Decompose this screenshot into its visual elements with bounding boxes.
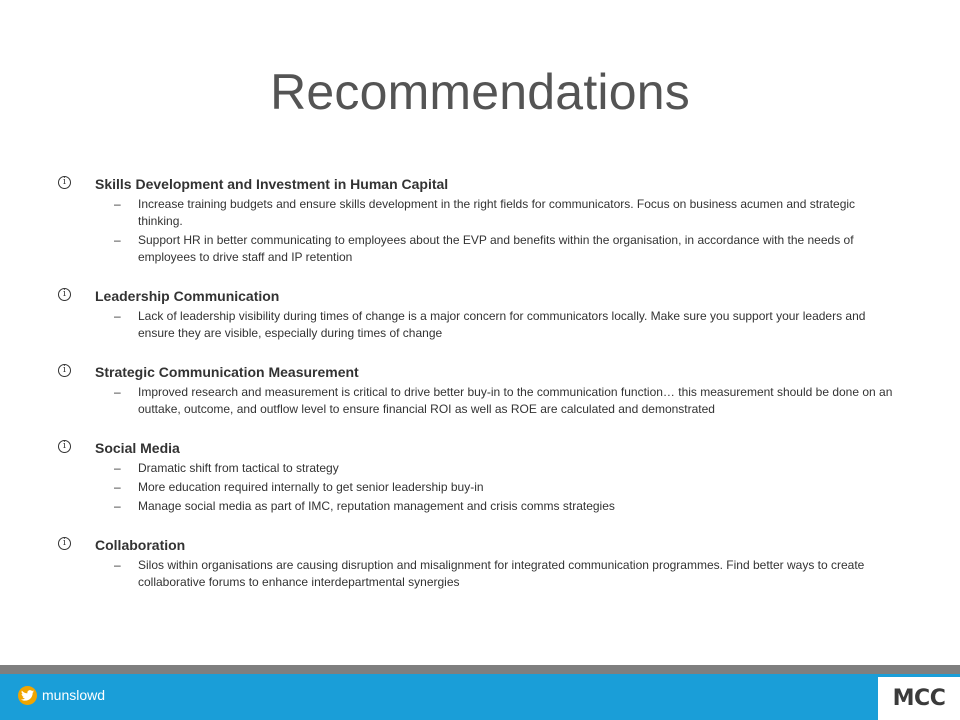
twitter-icon[interactable] bbox=[18, 686, 37, 705]
dash-marker: – bbox=[114, 461, 121, 475]
sub-item-text: Dramatic shift from tactical to strategy bbox=[138, 461, 339, 475]
sub-item-text: Support HR in better communicating to employees about the EVP and benefits within the organisation, in accordance with the needs of employees to drive staff and IP retention bbox=[138, 233, 854, 264]
sub-item-text: Manage social media as part of IMC, reputation management and crisis comms strategies bbox=[138, 499, 615, 513]
dash-marker: – bbox=[114, 499, 121, 513]
twitter-handle[interactable]: munslowd bbox=[42, 687, 106, 703]
dash-marker: – bbox=[114, 233, 121, 247]
footer-divider bbox=[0, 665, 960, 674]
sub-item bbox=[114, 196, 898, 230]
sub-item bbox=[114, 498, 898, 515]
recommendation-section bbox=[58, 535, 898, 591]
section-heading: Skills Development and Investment in Human Capital bbox=[95, 176, 449, 192]
info-bullet-icon: i bbox=[58, 176, 71, 189]
sub-item bbox=[114, 384, 898, 418]
dash-marker: – bbox=[114, 480, 121, 494]
footer-bar bbox=[0, 674, 960, 720]
sub-item bbox=[114, 460, 898, 477]
sub-item bbox=[114, 557, 898, 591]
recommendation-section bbox=[58, 362, 898, 418]
mcc-logo bbox=[878, 677, 960, 720]
sub-item-text: Silos within organisations are causing disruption and misalignment for integrated communication programmes. Find better ways to create collaborative forums to enhance interdepartmental synergies bbox=[138, 558, 865, 589]
sub-item bbox=[114, 308, 898, 342]
sub-item-text: Improved research and measurement is critical to drive better buy-in to the communication function… this measurement should be done on an outtake, outcome, and outflow level to ensure financial ROI as well as ROE are calculated and demonstrated bbox=[138, 385, 893, 416]
info-bullet-icon: i bbox=[58, 440, 71, 453]
logo-text: MCC bbox=[892, 686, 946, 711]
dash-marker: – bbox=[114, 558, 121, 572]
sub-item-text: More education required internally to get senior leadership buy-in bbox=[138, 480, 484, 494]
section-heading: Social Media bbox=[95, 440, 180, 456]
dash-marker: – bbox=[114, 197, 121, 211]
info-bullet-icon: i bbox=[58, 288, 71, 301]
section-heading: Collaboration bbox=[95, 537, 186, 553]
sub-item-text: Increase training budgets and ensure skills development in the right fields for communicators. Focus on business acumen and strategic thinking. bbox=[138, 197, 856, 228]
dash-marker: – bbox=[114, 385, 121, 399]
section-heading: Leadership Communication bbox=[95, 288, 280, 304]
slide-title: Recommendations bbox=[270, 64, 690, 120]
recommendation-section bbox=[58, 438, 898, 515]
recommendation-section bbox=[58, 286, 898, 342]
recommendations-list bbox=[58, 174, 898, 591]
info-bullet-icon: i bbox=[58, 364, 71, 377]
recommendation-section bbox=[58, 174, 898, 266]
sub-item-text: Lack of leadership visibility during times of change is a major concern for communicators locally. Make sure you support your leaders and ensure they are visible, especially during times of change bbox=[138, 309, 866, 340]
section-heading: Strategic Communication Measurement bbox=[95, 364, 359, 380]
dash-marker: – bbox=[114, 309, 121, 323]
sub-item bbox=[114, 232, 898, 266]
sub-item bbox=[114, 479, 898, 496]
info-bullet-icon: i bbox=[58, 537, 71, 550]
